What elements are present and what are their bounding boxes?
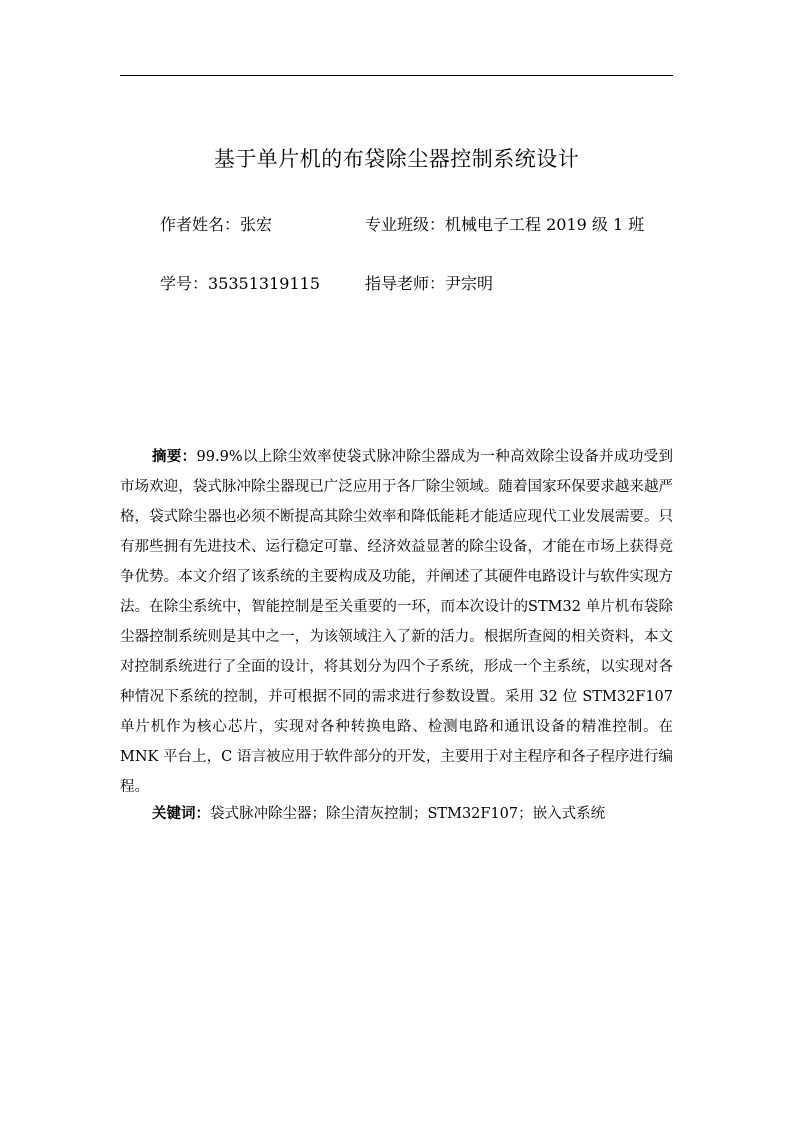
student-id-label: 学号： <box>160 274 209 293</box>
document-title: 基于单片机的布袋除尘器控制系统设计 <box>213 147 580 171</box>
class-name: 机械电子工程 2019 级 1 班 <box>445 215 645 234</box>
student-id-line <box>160 270 320 298</box>
class-line <box>365 211 644 239</box>
header-rule <box>120 75 673 76</box>
abstract-paragraph <box>120 442 673 802</box>
advisor-label: 指导老师： <box>365 274 446 293</box>
author-line <box>160 211 272 239</box>
advisor-line <box>365 270 493 298</box>
keywords-body: 袋式脉冲除尘器；除尘清灰控制；STM32F107；嵌入式系统 <box>210 806 606 822</box>
keywords-heading: 关键词： <box>152 806 210 822</box>
student-id: 35351319115 <box>208 274 320 293</box>
advisor-name: 尹宗明 <box>445 274 494 293</box>
abstract-body: 99.9%以上除尘效率使袋式脉冲除尘器成为一种高效除尘设备并成功受到市场欢迎，袋式脉冲除尘器现已广泛应用于各厂除尘领域。随着国家环保要求越来越严格，袋式除尘器也必须不断提高其除尘效率和降低能耗才能适应现代工业发展需要。只有那些拥有先进技术、运行稳定可靠、经济效益显著的除尘设备，才能在市场上获得竞争优势。本文介绍了该系统的主要构成及功能，并阐述了其硬件电路设计与软件实现方法。在除尘系统中，智能控制是至关重要的一环，而本次设计的STM32 单片机布袋除尘器控制系统则是其中之一，为该领域注入了新的活力。根据所查阅的相关资料，本文对控制系统进行了全面的设计，将其划分为四个子系统，形成一个主系统，以实现对各种情况下系统的控制，并可根据不同的需求进行参数设置。采用 32 位 STM32F107 单片机作为核心芯片，实现对各种转换电路、检测电路和通讯设备的精准控制。在 MNK 平台上，C 语言被应用于软件部分的开发，主要用于对主程序和各子程序进行编程。 <box>120 449 674 795</box>
abstract-heading: 摘要： <box>152 449 197 465</box>
author-label: 作者姓名： <box>160 215 241 234</box>
author-name: 张宏 <box>240 215 273 234</box>
class-label: 专业班级： <box>365 215 446 234</box>
keywords-line <box>152 800 673 828</box>
